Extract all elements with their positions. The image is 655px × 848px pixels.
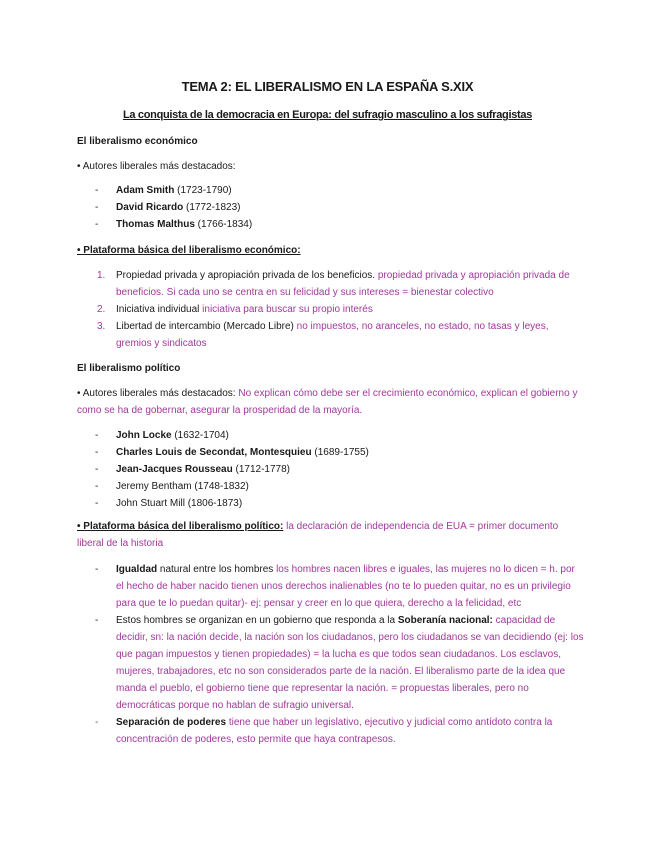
autor-name: Charles Louis de Secondat, Montesquieu (116, 447, 312, 458)
item-text: natural entre los hombres (157, 564, 277, 575)
section-heading-politico: El liberalismo político (77, 363, 181, 374)
list-item: - David Ricardo (1772-1823) (95, 202, 241, 213)
list-item: - Separación de poderes tiene que haber un legislativo, ejecutivo y judicial como antídoto contra la concentración de poderes, esto permite que haya contrapesos. (95, 717, 553, 745)
page-title: TEMA 2: EL LIBERALISMO EN LA ESPAÑA S.XIX (181, 79, 474, 94)
autor-name: Jean-Jacques Rousseau (116, 464, 233, 475)
autor-name: Adam Smith (116, 185, 175, 196)
list-item (95, 267, 585, 301)
list-number: 2. (97, 304, 106, 315)
list-item: - Jeremy Bentham (1748-1832) (95, 481, 249, 492)
plataforma-heading-politico (77, 518, 582, 552)
plataforma-list-economico (95, 267, 585, 352)
list-item: - Jean-Jacques Rousseau (1712-1778) (95, 464, 290, 475)
list-number: 3. (97, 321, 106, 332)
list-item: - Adam Smith (1723-1790) (95, 185, 232, 196)
item-text: Iniciativa individual (116, 304, 203, 315)
autor-name: Jeremy Bentham (1748-1832) (116, 481, 249, 492)
autores-intro-economico: • Autores liberales más destacados: (77, 161, 236, 172)
autor-name: Thomas Malthus (116, 219, 195, 230)
autor-years: (1712-1778) (232, 464, 290, 475)
list-number: 1. (97, 270, 106, 281)
puntos-list-politico (95, 561, 585, 748)
annotation-note: no impuestos, no aranceles, no estado, no tasas y leyes, gremios y sindicatos (116, 321, 549, 349)
list-item: - Igualdad natural entre los hombres los hombres nacen libres e iguales, las mujeres no lo dicen = h. por el hecho de haber nacido tienen unos derechos inalienables (no te lo pueden quitar, no es un privilegio para que te lo puedan quitar)- ej: pensar y creer en lo que quiera, derecho a la felicidad, etc (95, 564, 575, 609)
item-bold: Soberanía nacional: (397, 615, 493, 626)
list-item: - Thomas Malthus (1766-1834) (95, 219, 253, 230)
plataforma-heading-label: • Plataforma básica del liberalismo político: (77, 521, 284, 532)
list-item: - John Locke (1632-1704) (95, 430, 229, 441)
autores-intro-politico (77, 385, 582, 419)
autor-years: (1632-1704) (171, 430, 229, 441)
annotation-note: los hombres nacen libres e iguales, las mujeres no lo dicen = h. por el hecho de haber nacido tienen unos derechos inalienables (no te lo pueden quitar, no es un privilegio para que te lo puedan quitar)- ej: pensar y creer en lo que quiera, derecho a la felicidad, etc (116, 564, 575, 609)
autores-list-economico (95, 182, 585, 233)
autor-years: (1723-1790) (174, 185, 232, 196)
list-item (95, 318, 585, 352)
item-text: Estos hombres se organizan en un gobierno que responda a la (116, 615, 398, 626)
autor-name: John Locke (116, 430, 172, 441)
autor-name: David Ricardo (116, 202, 184, 213)
annotation-note: tiene que haber un legislativo, ejecutivo y judicial como antídoto contra la concentración de poderes, esto permite que haya contrapesos. (116, 717, 553, 745)
item-text: Libertad de intercambio (Mercado Libre) (116, 321, 297, 332)
annotation-note: No explican cómo debe ser el crecimiento económico, explican el gobierno y como se ha de gobernar, asegurar la prosperidad de la mayoría. (77, 388, 578, 416)
autor-years: (1766-1834) (194, 219, 253, 230)
page-subtitle: La conquista de la democracia en Europa: del sufragio masculino a los sufragistas (122, 109, 533, 121)
list-item: - Charles Louis de Secondat, Montesquieu (1689-1755) (95, 447, 369, 458)
autores-list-politico (95, 427, 585, 512)
autores-intro-label: • Autores liberales más destacados: (77, 388, 239, 399)
autor-name: John Stuart Mill (1806-1873) (116, 498, 243, 509)
annotation-note: la declaración de independencia de EUA = primer documento liberal de la historia (77, 521, 559, 549)
list-item: - John Stuart Mill (1806-1873) (95, 498, 243, 509)
autor-years: (1772-1823) (183, 202, 241, 213)
item-bold: Igualdad (116, 564, 158, 575)
list-item: - Estos hombres se organizan en un gobierno que responda a la Soberanía nacional: capacidad de decidir, sn: la nación decide, la nación son los ciudadanos, pero los ciudadanos se van decidiendo (ej: los que pagan impuestos y tienen propiedades) = la lucha es que todos sean ciudadanos. Los esclavos, mujeres, trabajadores, etc no son considerados parte de la nación. El liberalismo parte de la idea que manda el pueblo, el gobierno tiene que representar la nación. = propuestas liberales, pero no democráticas porque no hablan de sufragio universal. (95, 615, 584, 711)
plataforma-heading-economico: • Plataforma básica del liberalismo económico: (77, 245, 301, 256)
list-item (95, 301, 585, 318)
autor-years: (1689-1755) (311, 447, 369, 458)
annotation-note: capacidad de decidir, sn: la nación decide, la nación son los ciudadanos, pero los ciudadanos se van decidiendo (ej: los que pagan impuestos y tienen propiedades) = la lucha es que todos sean ciudadanos. Los esclavos, mujeres, trabajadores, etc no son considerados parte de la nación. El liberalismo parte de la idea que manda el pueblo, el gobierno tiene que representar la nación. = propuestas liberales, pero no democráticas porque no hablan de sufragio universal. (116, 615, 584, 711)
item-bold: Separación de poderes (116, 717, 227, 728)
annotation-note: propiedad privada y apropiación privada de beneficios. Si cada uno se centra en su felicidad y sus intereses = bienestar colectivo (116, 270, 570, 298)
section-heading-economico: El liberalismo económico (77, 136, 198, 147)
item-text: Propiedad privada y apropiación privada de los beneficios. (116, 270, 378, 281)
annotation-note: iniciativa para buscar su propio interés (202, 304, 373, 315)
